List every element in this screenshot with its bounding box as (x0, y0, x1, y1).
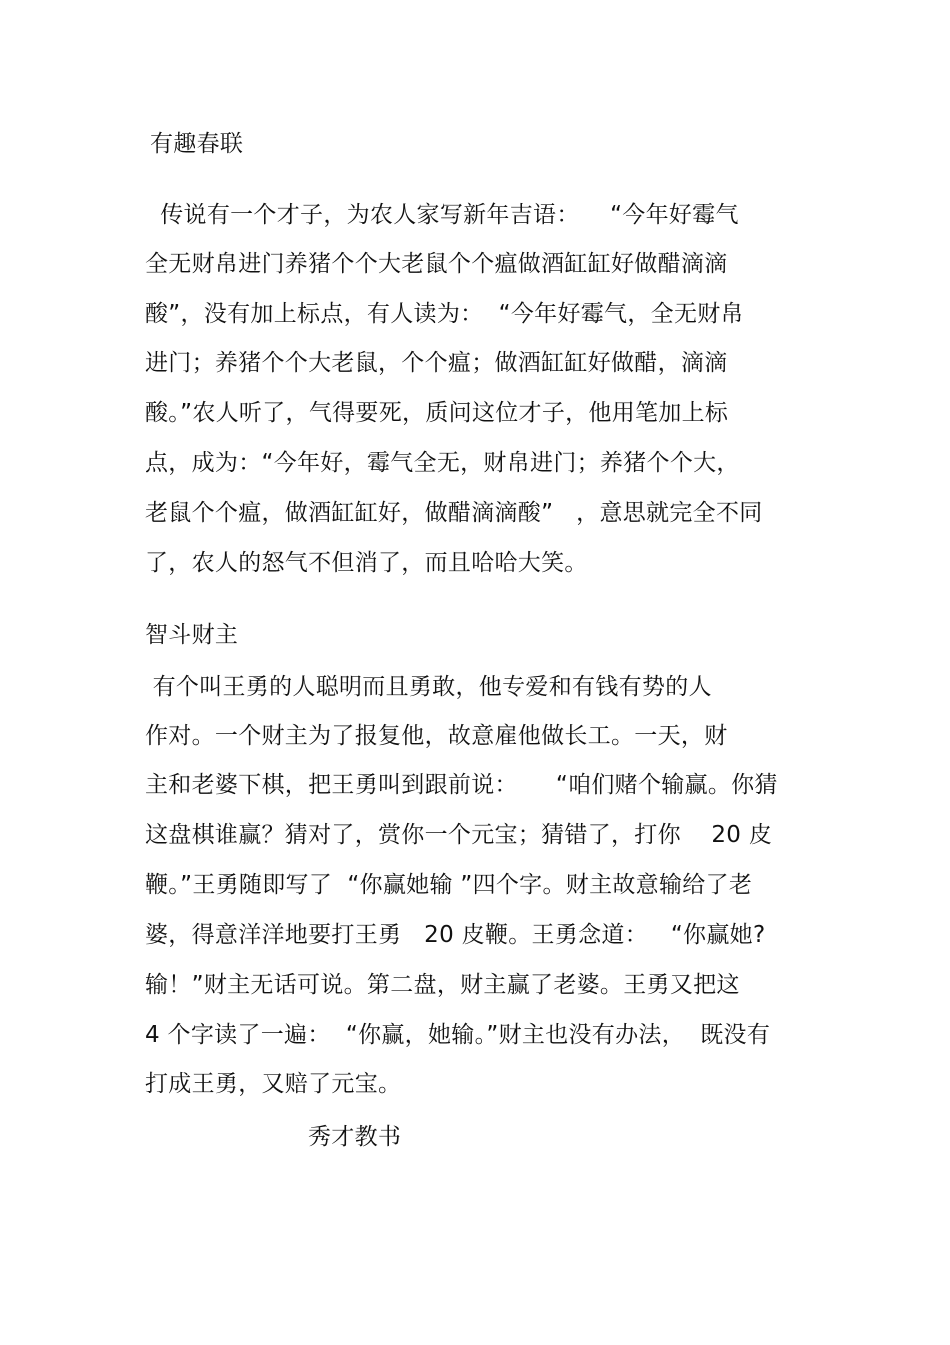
paragraph-line: 老鼠个个瘟，做酒缸缸好，做醋滴滴酸” ，意思就完全不同 (145, 500, 763, 526)
paragraph-line: 鞭。”王勇随即写了 “你赢她输 ”四个字。财主故意输给了老 (145, 872, 753, 898)
paragraph-line: 主和老婆下棋，把王勇叫到跟前说： “咱们赌个输赢。你猜 (145, 772, 778, 798)
paragraph-line: 点，成为：“今年好，霉气全无，财帛进门；养猪个个大， (145, 450, 740, 476)
paragraph-line: 打成王勇，又赔了元宝。 (145, 1071, 402, 1097)
paragraph-line: 进门；养猪个个大老鼠，个个瘟；做酒缸缸好做醋，滴滴 (145, 350, 728, 376)
paragraph-line: 婆，得意洋洋地要打王勇 20 皮鞭。王勇念道： “你赢她? (145, 922, 766, 948)
paragraph-line: 这盘棋谁赢？猜对了，赏你一个元宝；猜错了，打你 20 皮 (145, 822, 773, 848)
paragraph-line: 4 个字读了一遍： “你赢，她输。”财主也没有办法， 既没有 (145, 1022, 771, 1048)
paragraph-line: 全无财帛进门养猪个个大老鼠个个瘟做酒缸缸好做醋滴滴 (145, 251, 728, 277)
paragraph-line: 有个叫王勇的人聪明而且勇敢，他专爱和有钱有势的人 (145, 674, 712, 700)
section-title-xiucai-jiaoshu: 秀才教书 (308, 1124, 402, 1150)
paragraph-line: 酸”，没有加上标点，有人读为： “今年好霉气，全无财帛 (145, 301, 744, 327)
paragraph-line: 酸。”农人听了，气得要死，质问这位才子，他用笔加上标 (145, 400, 729, 426)
paragraph-line: 输！”财主无话可说。第二盘，财主赢了老婆。王勇又把这 (145, 972, 740, 998)
paragraph-line: 传说有一个才子，为农人家写新年吉语： “今年好霉气 (145, 202, 739, 228)
section-title-youqu-chunlian: 有趣春联 (150, 131, 244, 157)
paragraph-line: 了，农人的怒气不但消了，而且哈哈大笑。 (145, 550, 588, 576)
paragraph-line: 作对。一个财主为了报复他，故意雇他做长工。一天，财 (145, 723, 728, 749)
section-title-zhidou-caizhu: 智斗财主 (145, 622, 239, 648)
